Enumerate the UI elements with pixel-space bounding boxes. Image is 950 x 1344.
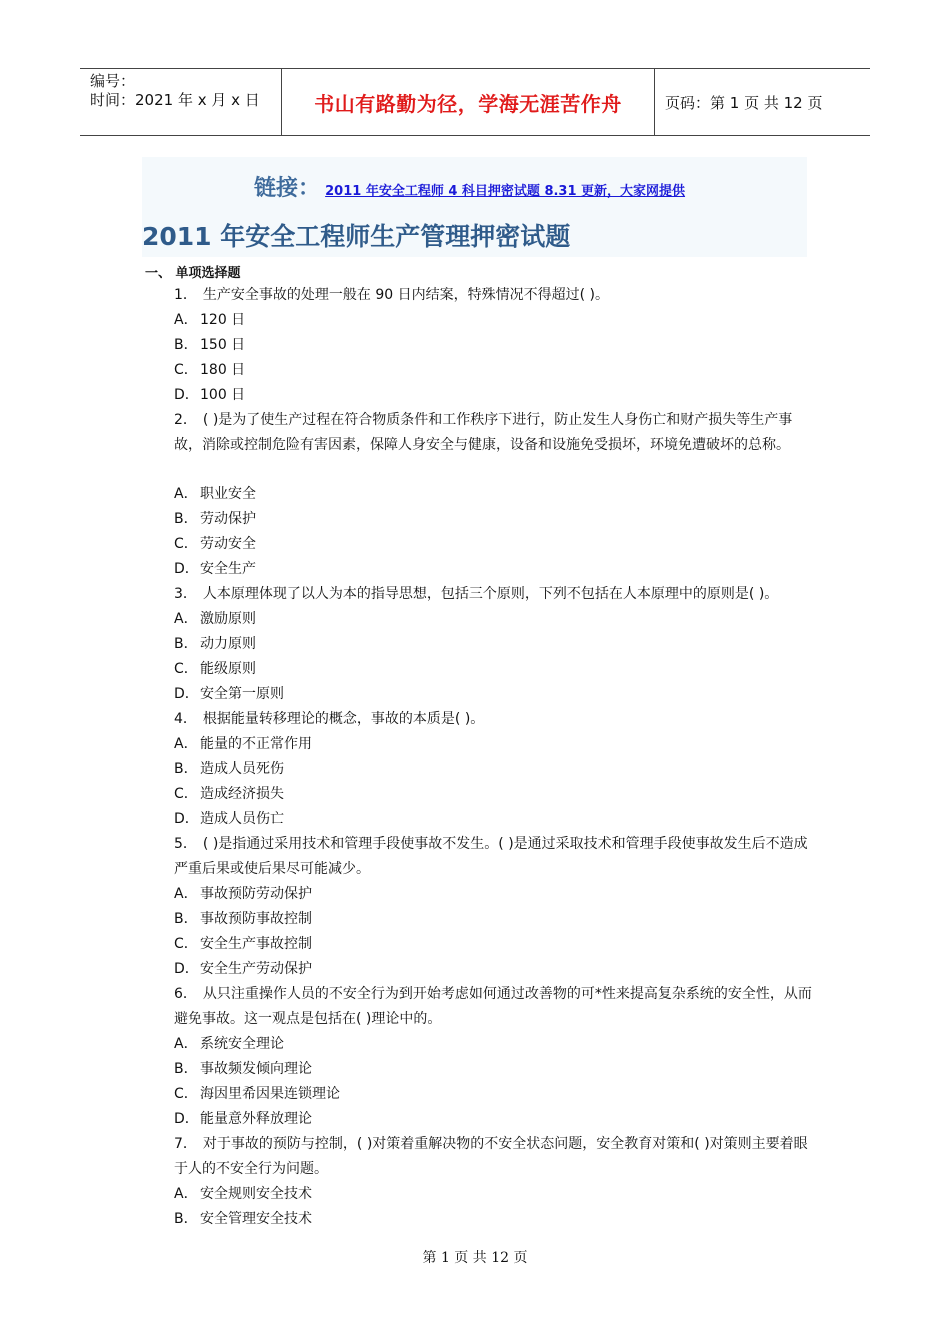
- option-letter: B．: [174, 1211, 198, 1227]
- option-letter: C．: [174, 536, 198, 552]
- option-letter: D．: [174, 961, 199, 977]
- answer-option: [174, 1107, 814, 1132]
- answer-option: [174, 757, 814, 782]
- header-divider: [281, 69, 282, 135]
- answer-option: [174, 1082, 814, 1107]
- page-footer: 第 1 页 共 12 页: [422, 1250, 528, 1266]
- option-letter: D．: [174, 387, 199, 403]
- option-text: 海因里希因果连锁理论: [200, 1086, 340, 1102]
- answer-option: [174, 907, 814, 932]
- answer-option: [174, 358, 814, 383]
- option-text: 造成经济损失: [200, 786, 284, 802]
- option-letter: B．: [174, 337, 198, 353]
- option-letter: A．: [174, 736, 198, 752]
- option-text: 能量意外释放理论: [200, 1111, 312, 1127]
- header-motto: 书山有路勤为径，学海无涯苦作舟: [314, 91, 622, 116]
- section-heading: 一、 单项选择题: [145, 266, 241, 281]
- answer-option: [174, 482, 814, 507]
- answer-option: [174, 557, 814, 582]
- question-number: 4．: [174, 711, 197, 727]
- question-text: 根据能量转移理论的概念，事故的本质是( )。: [202, 711, 485, 727]
- link-row: [254, 171, 685, 202]
- option-text: 150 日: [200, 337, 246, 353]
- answer-option: [174, 1182, 814, 1207]
- question-stem: [174, 707, 814, 732]
- option-letter: C．: [174, 786, 198, 802]
- document-time-label: 时间：2021 年 x 月 x 日: [90, 91, 260, 109]
- question-text: 对于事故的预防与控制，( )对策着重解决物的不安全状态问题，安全教育对策和( )对策则主要着眼于人的不安全行为问题。: [174, 1136, 808, 1177]
- question-number: 6．: [174, 986, 197, 1002]
- question-list: [174, 283, 814, 1232]
- option-text: 能级原则: [200, 661, 256, 677]
- answer-option: [174, 1207, 814, 1232]
- option-text: 事故预防劳动保护: [200, 886, 312, 902]
- option-text: 能量的不正常作用: [200, 736, 312, 752]
- question-text: ( )是指通过采用技术和管理手段使事故不发生。( )是通过采取技术和管理手段使事故发生后不造成严重后果或使后果尽可能减少。: [174, 836, 808, 877]
- answer-option: [174, 882, 814, 907]
- option-letter: D．: [174, 811, 199, 827]
- answer-option: [174, 682, 814, 707]
- question-stem: [174, 283, 814, 308]
- option-text: 动力原则: [200, 636, 256, 652]
- option-letter: B．: [174, 636, 198, 652]
- document-title: 2011 年安全工程师生产管理押密试题: [142, 222, 571, 251]
- spacer: [174, 458, 814, 482]
- option-text: 系统安全理论: [200, 1036, 284, 1052]
- question-stem: [174, 408, 814, 458]
- option-text: 180 日: [200, 362, 246, 378]
- question-text: ( )是为了使生产过程在符合物质条件和工作秩序下进行，防止发生人身伤亡和财产损失等生产事故，消除或控制危险有害因素，保障人身安全与健康，设备和设施免受损坏，环境免遭破坏的总称。: [174, 412, 793, 453]
- option-letter: D．: [174, 686, 199, 702]
- header-meta: [90, 72, 280, 110]
- option-text: 造成人员伤亡: [200, 811, 284, 827]
- header-page-info: 页码：第 1 页 共 12 页: [665, 94, 823, 112]
- header-divider: [654, 69, 655, 135]
- option-text: 安全生产劳动保护: [200, 961, 312, 977]
- option-text: 职业安全: [200, 486, 256, 502]
- option-text: 安全第一原则: [200, 686, 284, 702]
- question-text: 从只注重操作人员的不安全行为到开始考虑如何通过改善物的可*性来提高复杂系统的安全性，从而避免事故。这一观点是包括在( )理论中的。: [174, 986, 812, 1027]
- answer-option: [174, 932, 814, 957]
- option-text: 安全生产: [200, 561, 256, 577]
- option-text: 劳动保护: [200, 511, 256, 527]
- option-letter: A．: [174, 1036, 198, 1052]
- option-letter: B．: [174, 1061, 198, 1077]
- question-number: 5．: [174, 836, 197, 852]
- document-number-label: 编号：: [90, 72, 136, 90]
- question-number: 1．: [174, 287, 197, 303]
- question-stem: [174, 982, 814, 1032]
- option-text: 120 日: [200, 312, 246, 328]
- answer-option: [174, 1032, 814, 1057]
- option-letter: B．: [174, 511, 198, 527]
- option-text: 事故频发倾向理论: [200, 1061, 312, 1077]
- answer-option: [174, 333, 814, 358]
- answer-option: [174, 732, 814, 757]
- question-number: 2．: [174, 412, 197, 428]
- option-letter: B．: [174, 761, 198, 777]
- option-letter: D．: [174, 561, 199, 577]
- option-letter: C．: [174, 1086, 198, 1102]
- page-header: [80, 68, 870, 136]
- option-letter: C．: [174, 362, 198, 378]
- option-letter: D．: [174, 1111, 199, 1127]
- question-number: 3．: [174, 586, 197, 602]
- option-text: 安全生产事故控制: [200, 936, 312, 952]
- question-stem: [174, 832, 814, 882]
- option-text: 100 日: [200, 387, 246, 403]
- answer-option: [174, 308, 814, 333]
- answer-option: [174, 632, 814, 657]
- link-label: 链接：: [254, 176, 321, 201]
- title-banner: [142, 157, 807, 257]
- option-letter: A．: [174, 611, 198, 627]
- option-letter: C．: [174, 661, 198, 677]
- question-stem: [174, 582, 814, 607]
- answer-option: [174, 1057, 814, 1082]
- option-letter: B．: [174, 911, 198, 927]
- question-text: 人本原理体现了以人为本的指导思想，包括三个原则，下列不包括在人本原理中的原则是( )。: [202, 586, 779, 602]
- option-text: 安全规则安全技术: [200, 1186, 312, 1202]
- answer-option: [174, 657, 814, 682]
- option-text: 激励原则: [200, 611, 256, 627]
- option-letter: A．: [174, 312, 198, 328]
- option-text: 安全管理安全技术: [200, 1211, 312, 1227]
- option-letter: A．: [174, 486, 198, 502]
- option-letter: C．: [174, 936, 198, 952]
- question-text: 生产安全事故的处理一般在 90 日内结案，特殊情况不得超过( )。: [202, 287, 610, 303]
- option-text: 事故预防事故控制: [200, 911, 312, 927]
- answer-option: [174, 607, 814, 632]
- answer-option: [174, 782, 814, 807]
- question-number: 7．: [174, 1136, 197, 1152]
- answer-option: [174, 532, 814, 557]
- option-text: 劳动安全: [200, 536, 256, 552]
- related-exam-link[interactable]: 2011 年安全工程师 4 科目押密试题 8.31 更新，大家网提供: [325, 184, 686, 199]
- option-letter: A．: [174, 886, 198, 902]
- answer-option: [174, 807, 814, 832]
- question-stem: [174, 1132, 814, 1182]
- option-text: 造成人员死伤: [200, 761, 284, 777]
- option-letter: A．: [174, 1186, 198, 1202]
- answer-option: [174, 957, 814, 982]
- answer-option: [174, 507, 814, 532]
- answer-option: [174, 383, 814, 408]
